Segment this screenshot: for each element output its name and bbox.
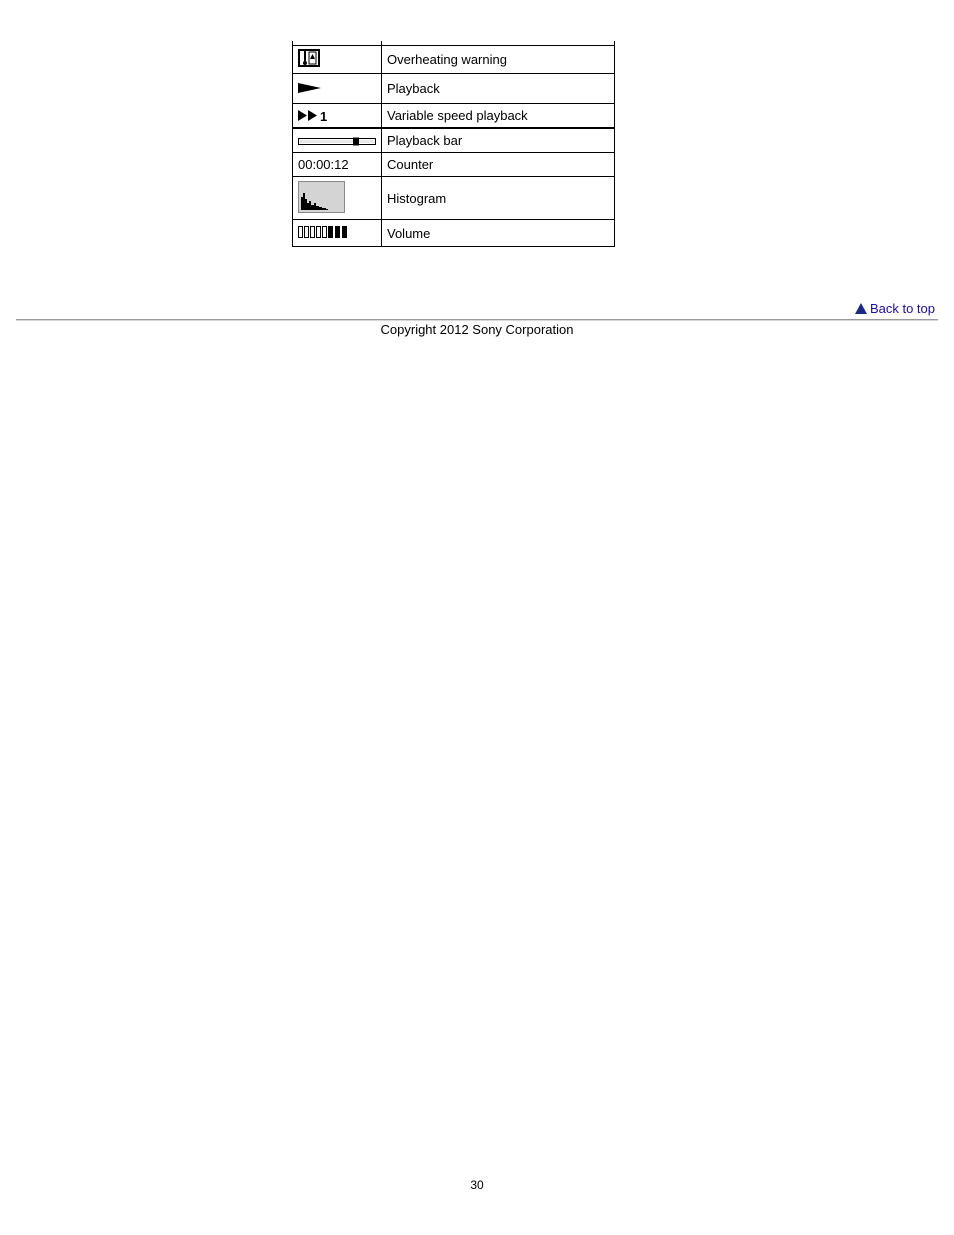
icon-cell [293, 104, 382, 129]
icon-cell [293, 177, 382, 220]
description-cell: Playback [382, 74, 615, 104]
divider [16, 319, 938, 321]
table-row [293, 177, 615, 220]
page-number: 30 [470, 1178, 484, 1192]
overheating-warning-icon [298, 49, 320, 70]
icon-table-container [292, 41, 615, 247]
icon-table [292, 45, 615, 247]
description-cell: Volume [382, 220, 615, 247]
icon-cell [293, 128, 382, 153]
icon-cell [293, 220, 382, 247]
description-cell: Playback bar [382, 128, 615, 153]
triangle-up-icon [855, 303, 867, 314]
description-cell: Histogram [382, 177, 615, 220]
counter-cell: 00:00:12 [293, 153, 382, 177]
description-cell: Overheating warning [382, 46, 615, 74]
playback-bar-icon [298, 134, 377, 149]
fast-forward-icon [298, 109, 318, 124]
description-cell: Variable speed playback [382, 104, 615, 129]
table-row [293, 46, 615, 74]
table-top-stub [292, 41, 615, 45]
histogram-icon [298, 181, 345, 216]
copyright-text: Copyright 2012 Sony Corporation [380, 322, 574, 337]
description-cell: Counter [382, 153, 615, 177]
table-row [293, 104, 615, 129]
speed-multiplier-text: 1 [320, 108, 328, 124]
volume-icon [298, 226, 351, 241]
table-row [293, 220, 615, 247]
back-to-top-label: Back to top [869, 301, 935, 316]
play-icon [298, 82, 322, 97]
icon-cell [293, 46, 382, 74]
table-row [293, 74, 615, 104]
back-to-top-link[interactable] [855, 301, 935, 316]
table-row [293, 153, 615, 177]
table-row [293, 128, 615, 153]
icon-cell [293, 74, 382, 104]
